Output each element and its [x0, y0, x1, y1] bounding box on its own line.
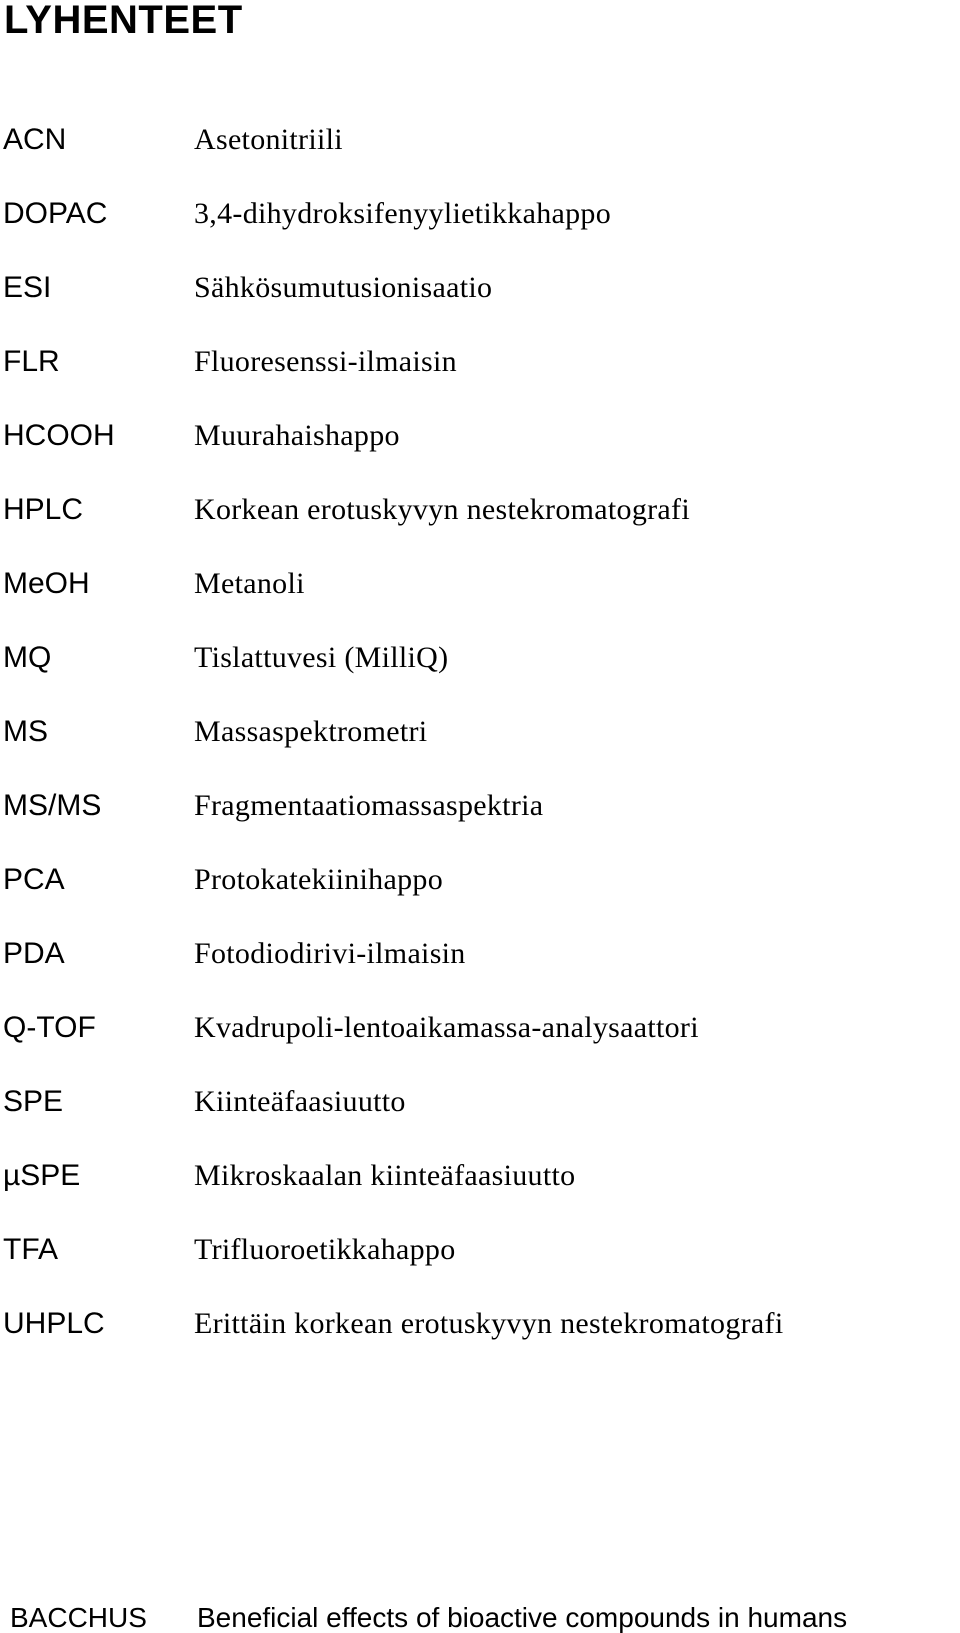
abbreviation-row — [0, 638, 960, 678]
definition: Trifluoroetikkahappo — [194, 1233, 456, 1266]
abbreviation-row — [0, 712, 960, 752]
definition: 3,4-dihydroksifenyylietikkahappo — [194, 197, 612, 230]
abbreviation-row — [0, 1230, 960, 1270]
abbreviation-row — [0, 1156, 960, 1196]
definition: Massaspektrometri — [194, 715, 428, 748]
abbreviation: Q-TOF — [3, 1011, 96, 1044]
abbreviation-row — [0, 786, 960, 826]
abbreviation: MeOH — [3, 567, 90, 600]
abbreviation: PDA — [3, 937, 65, 970]
definition: Metanoli — [194, 567, 305, 600]
definition: Sähkösumutusionisaatio — [194, 271, 493, 304]
abbreviation-row — [0, 860, 960, 900]
abbreviation: ESI — [3, 271, 52, 304]
abbreviation: TFA — [3, 1233, 59, 1266]
abbreviation: MS/MS — [3, 789, 102, 822]
definition: Tislattuvesi (MilliQ) — [194, 641, 449, 674]
abbreviation: HPLC — [3, 493, 84, 526]
abbreviation: µSPE — [3, 1159, 81, 1192]
abbreviation-row — [0, 490, 960, 530]
abbreviation-row — [0, 1304, 960, 1344]
definition: Beneficial effects of bioactive compounds in humans — [197, 1602, 848, 1633]
page-title: LYHENTEET — [4, 0, 243, 42]
abbreviation-row — [0, 1008, 960, 1048]
definition: Fragmentaatiomassaspektria — [194, 789, 544, 822]
abbreviation: DOPAC — [3, 197, 108, 230]
definition: Fluoresenssi-ilmaisin — [194, 345, 457, 378]
definition: Asetonitriili — [194, 123, 343, 156]
abbreviation-row — [0, 564, 960, 604]
abbreviation-row — [0, 120, 960, 160]
abbreviation-row — [0, 416, 960, 456]
abbreviation-row — [0, 934, 960, 974]
definition: Erittäin korkean erotuskyvyn nestekromatografi — [194, 1307, 784, 1340]
definition: Mikroskaalan kiinteäfaasiuutto — [194, 1159, 576, 1192]
abbreviation-row — [0, 1082, 960, 1122]
abbreviation: MQ — [3, 641, 52, 674]
abbreviation-row — [0, 342, 960, 382]
abbreviation: ACN — [3, 123, 67, 156]
definition: Kvadrupoli-lentoaikamassa-analysaattori — [194, 1011, 699, 1044]
definition: Protokatekiinihappo — [194, 863, 443, 896]
definition: Korkean erotuskyvyn nestekromatografi — [194, 493, 690, 526]
abbreviation: FLR — [3, 345, 60, 378]
abbreviation-row — [0, 268, 960, 308]
abbreviation: SPE — [3, 1085, 64, 1118]
definition: Fotodiodirivi-ilmaisin — [194, 937, 466, 970]
abbreviation-row-footer — [0, 1602, 960, 1633]
abbreviation: PCA — [3, 863, 65, 896]
abbreviation: BACCHUS — [10, 1602, 147, 1633]
abbreviation-row — [0, 194, 960, 234]
definition: Muurahaishappo — [194, 419, 400, 452]
abbreviation: UHPLC — [3, 1307, 105, 1340]
abbreviation: MS — [3, 715, 48, 748]
definition: Kiinteäfaasiuutto — [194, 1085, 406, 1118]
abbreviation: HCOOH — [3, 419, 115, 452]
